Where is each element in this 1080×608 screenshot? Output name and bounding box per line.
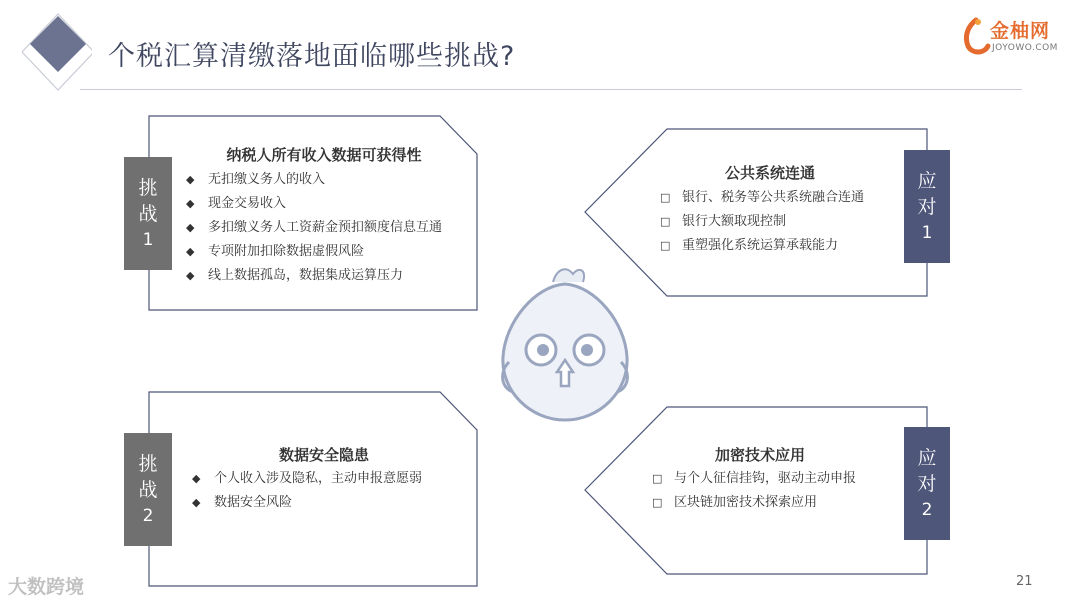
list-item: ◆ 线上数据孤岛，数据集成运算压力	[186, 268, 404, 283]
challenge-tag-2: 挑 战 2	[124, 433, 172, 546]
list-item: ◆ 无扣缴义务人的收入	[186, 172, 326, 187]
list-item: ◆ 个人收入涉及隐私，主动申报意愿弱	[192, 471, 423, 486]
list-item: □ 区块链加密技术探索应用	[652, 495, 818, 510]
title-divider	[80, 89, 1022, 90]
challenge-list-2	[192, 467, 422, 515]
pomelo-mascot-icon	[495, 262, 635, 427]
logo-mark-icon	[958, 16, 992, 56]
challenge-heading-2: 数据安全隐患	[278, 446, 369, 464]
list-item: ◆ 数据安全风险	[192, 495, 293, 510]
list-item: □ 银行、税务等公共系统融合连通	[660, 190, 865, 205]
logo-brand: 金柚网	[990, 20, 1051, 42]
response-list-2	[652, 467, 856, 515]
list-item: ◆ 专项附加扣除数据虚假风险	[186, 244, 365, 259]
list-item: □ 与个人征信挂钩，驱动主动申报	[652, 471, 857, 486]
response-heading-1: 公共系统连通	[724, 164, 815, 182]
challenge-tag-1: 挑 战 1	[124, 157, 172, 270]
list-item: ◆ 多扣缴义务人工资薪金预扣额度信息互通	[186, 220, 443, 235]
watermark: 大数跨境	[8, 576, 85, 598]
logo-site: JOYOWO.COM	[992, 43, 1058, 53]
response-list-1	[660, 186, 864, 258]
page-title: 个税汇算清缴落地面临哪些挑战?	[108, 41, 516, 72]
challenge-list-1	[186, 168, 442, 288]
list-item: ◆ 现金交易收入	[186, 196, 287, 211]
response-tag-2: 应 对 2	[904, 427, 950, 540]
challenge-heading-1: 纳税人所有收入数据可获得性	[226, 146, 422, 164]
response-heading-2: 加密技术应用	[714, 446, 805, 464]
page-number: 21	[1016, 574, 1033, 589]
list-item: □ 重塑强化系统运算承载能力	[660, 238, 839, 253]
response-tag-1: 应 对 1	[904, 150, 950, 263]
list-item: □ 银行大额取现控制	[660, 214, 787, 229]
title-diamond-icon	[22, 12, 92, 92]
